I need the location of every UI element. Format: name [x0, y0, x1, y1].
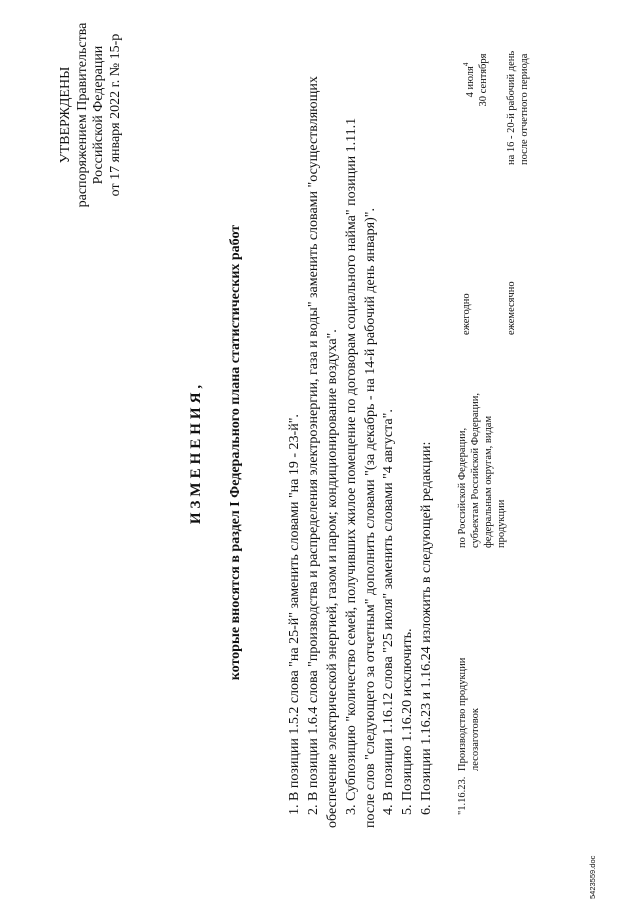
table-deadline-annual-date-2: 30 сентября: [478, 53, 489, 107]
table-level: [456, 393, 508, 548]
table-frequency-annual: ежегодно: [461, 293, 472, 335]
table-work-name-line-1: Производство продукции: [457, 657, 468, 771]
item-2-continued: обеспечение электрической энергией, газом и паром; кондиционирование воздуха".: [325, 329, 340, 828]
table-level-line-1: по Российской Федерации,: [457, 427, 468, 548]
table-work-name: [456, 658, 482, 771]
table-level-line-3: федеральным округам, видам: [483, 415, 494, 548]
approval-title: УТВЕРЖДЕНЫ: [58, 66, 73, 164]
document-subtitle-text: которые вносятся в раздел I Федерального плана статистических работ: [228, 224, 243, 681]
table-deadline-annual: [460, 35, 490, 125]
item-6: 6. Позиции 1.16.23 и 1.16.24 изложить в следующей редакции:: [419, 441, 434, 815]
table-deadline-monthly: [505, 51, 531, 165]
document-file-id: 5423559.doc: [588, 855, 597, 899]
item-5: 5. Позицию 1.16.20 исключить.: [400, 628, 415, 815]
table-work-name-line-2: лесозаготовок: [470, 708, 481, 771]
table-deadline-footnote: 4: [462, 62, 470, 67]
item-4: 4. В позиции 1.16.12 слова "25 июля" заменить словами "4 августа".: [381, 409, 396, 815]
table-position-number: "1.16.23.: [457, 776, 468, 815]
table-level-line-2: субъектам Российской Федерации,: [470, 393, 481, 548]
item-1: 1. В позиции 1.5.2 слова "на 25-й" заменить словами "на 19 - 23-й".: [287, 414, 302, 815]
table-level-line-4: продукции: [496, 499, 507, 548]
item-3: 3. Субпозицию "количество семей, получивших жилое помещение по договорам социального найма" позиции 1.11.1: [344, 117, 359, 815]
approval-line-1: распоряжением Правительства: [74, 22, 90, 208]
document-title: ИЗМЕНЕНИЯ,: [188, 380, 204, 525]
table-deadline-monthly-line-2: после отчетного периода: [519, 53, 530, 165]
table-deadline-monthly-line-1: на 16 - 20-й рабочий день: [506, 50, 517, 165]
item-3-continued: после слов "следующего за отчетным" дополнить словами "(за декабрь - на 14-й рабочий день января)".: [363, 208, 378, 828]
approval-line-3: от 17 января 2022 г. № 15-р: [107, 33, 123, 197]
item-2: 2. В позиции 1.6.4 слова "производства и распределения электроэнергии, газа и воды" заменить словами "осуществляющих: [306, 76, 321, 815]
table-deadline-annual-date: 4 июля: [465, 66, 476, 98]
approval-line-2: Российской Федерации: [91, 45, 106, 185]
table-frequency-monthly: ежемесячно: [506, 281, 517, 335]
